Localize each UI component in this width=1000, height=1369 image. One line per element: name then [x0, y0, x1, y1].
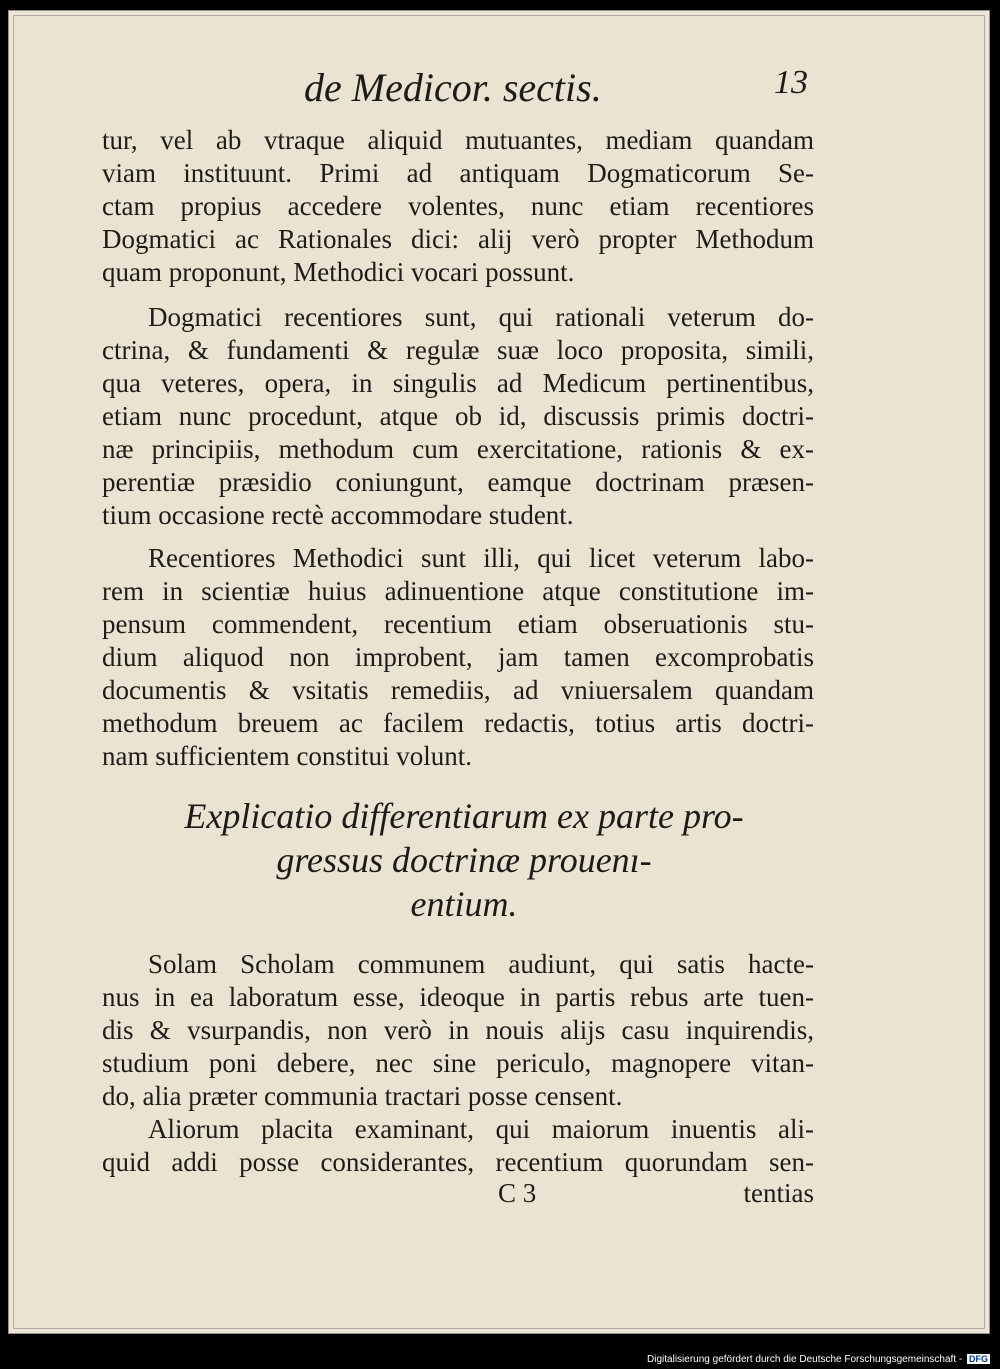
paragraph-5: [102, 1113, 814, 1179]
text-line: do, alia præter communia tractari posse censent.: [102, 1081, 623, 1111]
text-line: pensum commendent, recentium etiam obseruationis stu-: [102, 609, 814, 639]
text-line: tium occasione rectè accommodare student.: [102, 500, 574, 530]
text-line: methodum breuem ac facilem redactis, totius artis doctri-: [102, 708, 814, 738]
page-number: 13: [774, 64, 808, 101]
paragraph-2: [102, 301, 814, 532]
text-line: dium aliquod non improbent, jam tamen excomprobatis: [102, 642, 814, 672]
text-line: nus in ea laboratum esse, ideoque in partis rebus arte tuen-: [102, 982, 814, 1012]
heading-line: gressus doctrinæ prouenı-: [276, 840, 652, 880]
text-line: ctam propius accedere volentes, nunc etiam recentiores: [102, 191, 814, 221]
text-line: tur, vel ab vtraque aliquid mutuantes, mediam quandam: [102, 125, 814, 155]
heading-line: entium.: [410, 884, 518, 924]
text-line: quam proponunt, Methodici vocari possunt.: [102, 257, 575, 287]
text-line: Aliorum placita examinant, qui maiorum inuentis ali-: [148, 1114, 814, 1144]
paragraph-4: [102, 948, 814, 1113]
text-line: nam sufficientem constitui volunt.: [102, 741, 472, 771]
text-line: dis & vsurpandis, non verò in nouis alijs casu inquirendis,: [102, 1015, 814, 1045]
digitization-credit: [647, 1354, 990, 1365]
text-line: perentiæ præsidio coniungunt, eamque doctrinam præsen-: [102, 467, 814, 497]
text-block-2: [102, 948, 814, 1179]
dfg-logo[interactable]: DFG: [969, 1354, 988, 1365]
heading-line: Explicatio differentiarum ex parte pro-: [184, 796, 744, 836]
scanned-page-frame: [8, 10, 990, 1334]
book-page: [13, 15, 985, 1329]
text-line: næ principiis, methodum cum exercitatione, rationis & ex-: [102, 434, 814, 464]
text-line: Recentiores Methodici sunt illi, qui licet veterum labo-: [148, 543, 814, 573]
signature-mark: C 3: [498, 1178, 537, 1208]
text-line: documentis & vsitatis remediis, ad vniuersalem quandam: [102, 675, 814, 705]
running-title: de Medicor. sectis.: [304, 65, 602, 110]
text-block-1: [102, 124, 814, 773]
text-line: qua veteres, opera, in singulis ad Medicum pertinentibus,: [102, 368, 814, 398]
text-line: ctrina, & fundamenti & regulæ suæ loco proposita, simili,: [102, 335, 814, 365]
text-line: Dogmatici ac Rationales dici: alij verò propter Methodum: [102, 224, 814, 254]
section-heading: [104, 794, 824, 926]
text-line: Dogmatici recentiores sunt, qui rationali veterum do-: [148, 302, 814, 332]
text-line: quid addi posse considerantes, recentium quorundam sen-: [102, 1147, 814, 1177]
catchword: tentias: [743, 1178, 814, 1208]
paragraph-1: [102, 124, 814, 289]
text-line: etiam nunc procedunt, atque ob id, discussis primis doctri-: [102, 401, 814, 431]
paragraph-3: [102, 542, 814, 773]
text-line: viam instituunt. Primi ad antiquam Dogmaticorum Se-: [102, 158, 814, 188]
text-line: Solam Scholam communem audiunt, qui satis hacte-: [148, 949, 814, 979]
text-line: rem in scientiæ huius adinuentione atque constitutione im-: [102, 576, 814, 606]
text-line: studium poni debere, nec sine periculo, magnopere vitan-: [102, 1048, 814, 1078]
credit-text: Digitalisierung gefördert durch die Deutsche Forschungsgemeinschaft -: [647, 1354, 963, 1365]
